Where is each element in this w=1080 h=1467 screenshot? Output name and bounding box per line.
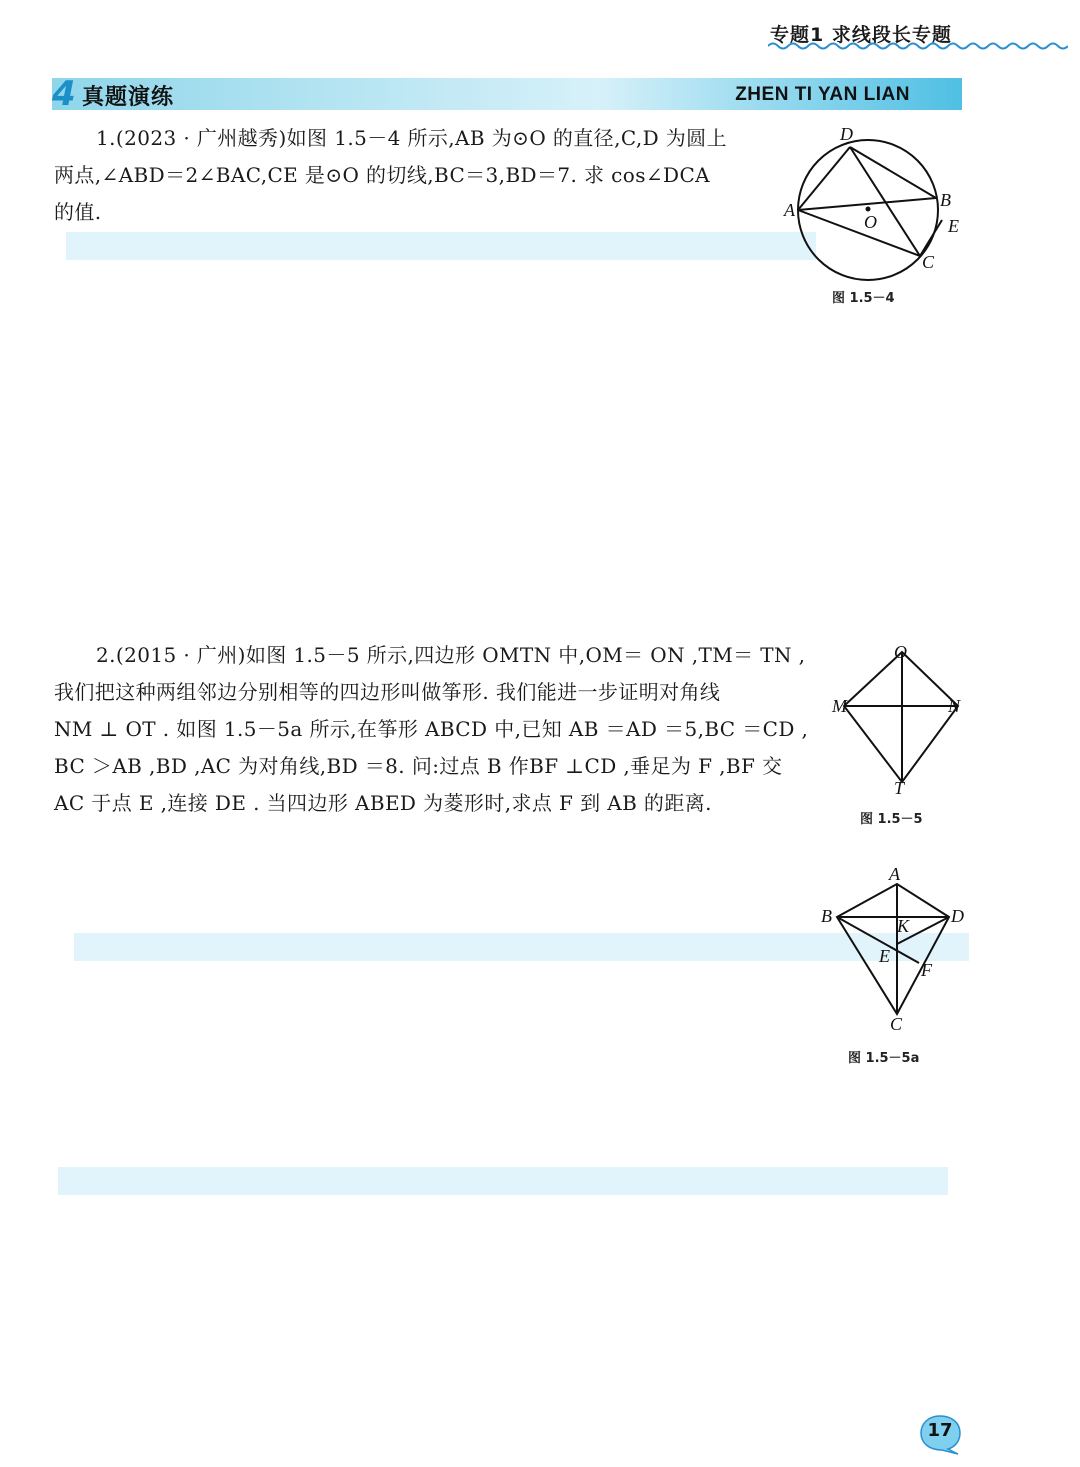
- fig3-label-e: E: [879, 946, 890, 966]
- problem-2-line-2: 我们把这种两组邻边分别相等的四边形叫做筝形. 我们能进一步证明对角线: [54, 680, 721, 704]
- section-romanized-title: ZHEN TI YAN LIAN: [735, 84, 910, 105]
- figure-1-5-5a-caption: 图 1.5－5a: [848, 1051, 920, 1066]
- problem-2-line-1: 2.(2015 · 广州)如图 1.5－5 所示,四边形 OMTN 中,OM＝ ON ,TM＝ TN ,: [96, 643, 806, 667]
- fig1-label-b: B: [940, 190, 951, 210]
- wave-decoration: [768, 40, 1068, 52]
- figure-1-5-5-caption: 图 1.5－5: [860, 812, 923, 827]
- fig2-label-n: N: [948, 696, 961, 716]
- fig1-label-c: C: [922, 252, 935, 272]
- fig1-label-o: O: [864, 212, 877, 232]
- fig3-label-a: A: [889, 864, 900, 884]
- problem-2: [54, 637, 834, 822]
- page-number-badge: [918, 1412, 966, 1456]
- fig3-label-f: F: [921, 960, 932, 980]
- problem-1-line-3: 的值.: [54, 200, 102, 224]
- fig2-label-m: M: [832, 696, 847, 716]
- problem-1-line-1: 1.(2023 · 广州越秀)如图 1.5－4 所示,AB 为⊙O 的直径,C,D 为圆上: [96, 126, 727, 150]
- page-number: 17: [927, 1420, 953, 1441]
- section-title: 真题演练: [82, 85, 175, 110]
- problem-2-line-5: AC 于点 E ,连接 DE . 当四边形 ABED 为菱形时,求点 F 到 AB 的距离.: [54, 791, 712, 815]
- answer-lane-1: [66, 232, 816, 260]
- fig1-label-a: A: [784, 200, 795, 220]
- figure-1-5-5a: [815, 862, 975, 1037]
- fig3-label-b: B: [821, 906, 832, 926]
- fig2-label-t: T: [894, 778, 905, 798]
- fig1-label-d: D: [840, 124, 853, 144]
- fig3-label-c: C: [890, 1014, 903, 1034]
- problem-2-line-3: NM ⊥ OT . 如图 1.5－5a 所示,在筝形 ABCD 中,已知 AB ＝AD ＝5,BC ＝CD ,: [54, 717, 809, 741]
- section-number: 4: [52, 74, 76, 114]
- figure-1-5-4: [780, 120, 980, 285]
- fig3-label-k: K: [897, 916, 910, 936]
- problem-1: [54, 120, 784, 231]
- fig2-label-o: O: [894, 642, 907, 662]
- problem-2-line-4: BC ＞AB ,BD ,AC 为对角线,BD ＝8. 问:过点 B 作BF ⊥CD ,垂足为 F ,BF 交: [54, 754, 783, 778]
- figure-1-5-4-caption: 图 1.5－4: [832, 291, 895, 306]
- fig3-label-d: D: [951, 906, 964, 926]
- fig1-label-e: E: [948, 216, 959, 236]
- figure-1-5-5: [830, 640, 970, 800]
- answer-lane-3: [58, 1167, 948, 1195]
- running-head: 专题1 求线段长专题: [770, 24, 952, 46]
- problem-1-line-2: 两点,∠ABD＝2∠BAC,CE 是⊙O 的切线,BC＝3,BD＝7. 求 cos∠DCA: [54, 163, 711, 187]
